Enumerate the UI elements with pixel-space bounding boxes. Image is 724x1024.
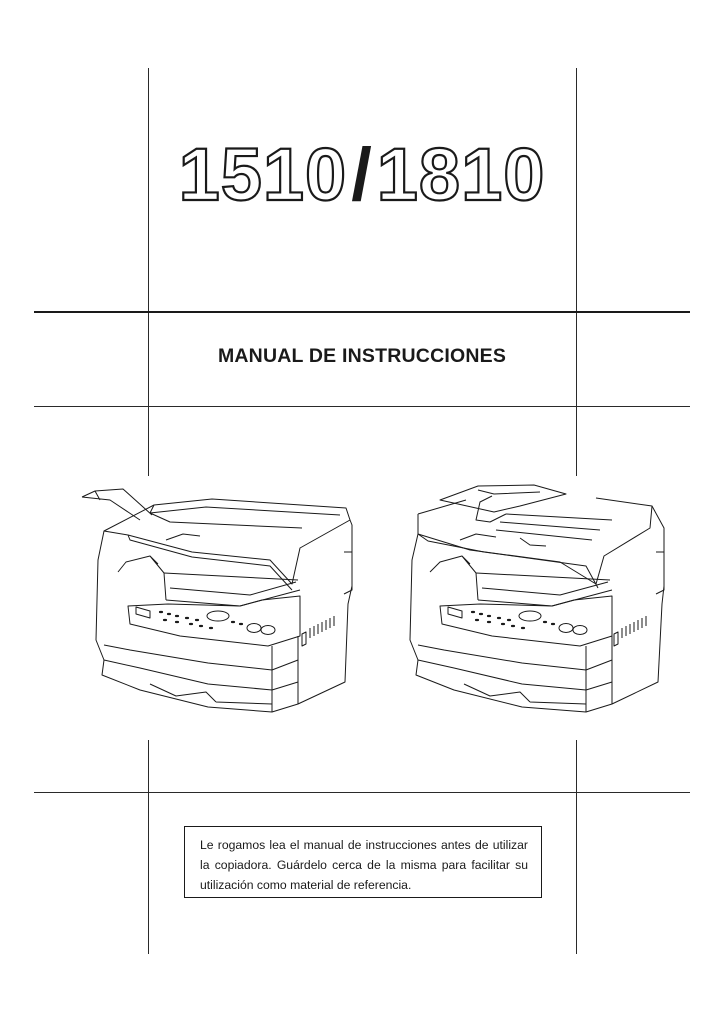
model-number-a: 1510 — [178, 133, 348, 216]
copier-with-platen-cover-icon — [82, 489, 352, 712]
notice-box — [184, 826, 542, 898]
manual-heading: MANUAL DE INSTRUCCIONES — [217, 345, 507, 367]
model-number-b: 1810 — [376, 133, 546, 216]
model-separator: / — [351, 133, 373, 216]
copier-with-document-feeder-icon — [410, 485, 664, 712]
notice-text: Le rogamos lea el manual de instrucciones antes de utilizar la copiadora. Guárdelo cerca de la misma para facilitar su utilización como material de referencia. — [200, 838, 528, 892]
